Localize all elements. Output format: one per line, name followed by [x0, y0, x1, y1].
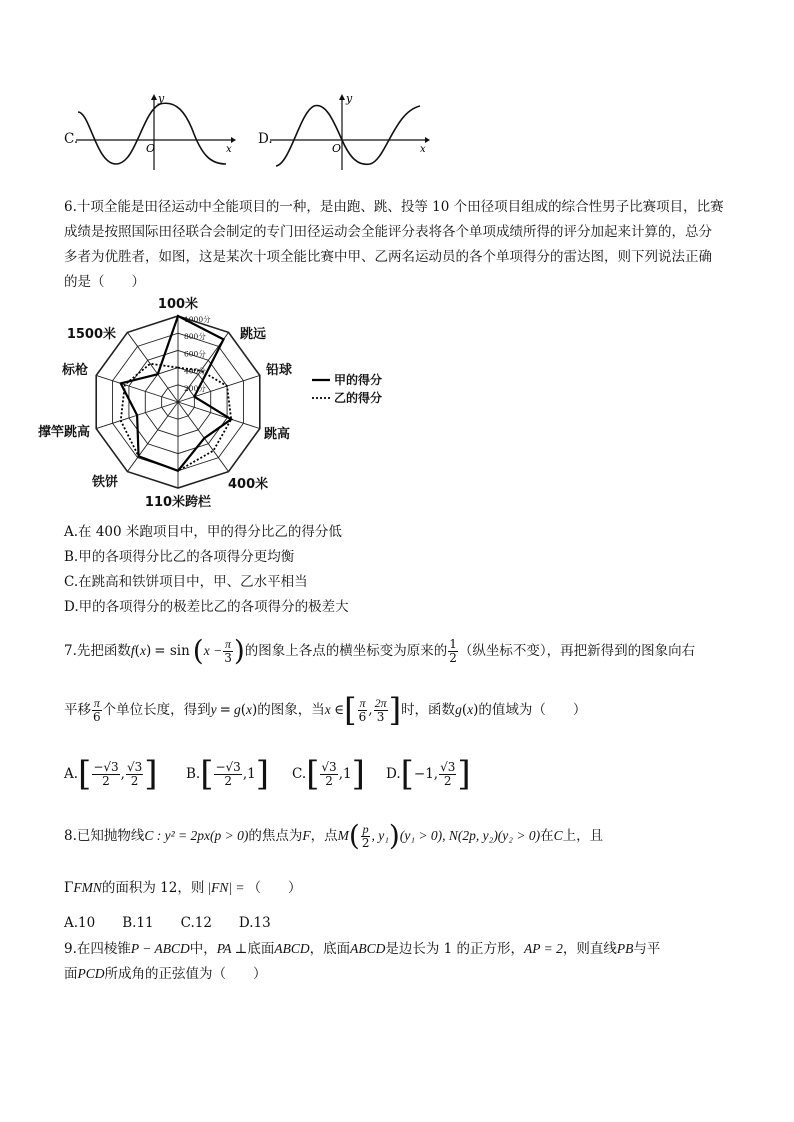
q7-text-5: 个单位长度，得到 [102, 702, 211, 718]
radar-ring-label: 600分 [184, 349, 206, 359]
sine-curve [276, 105, 420, 166]
q6-option-c[interactable]: C.在跳高和铁饼项目中，甲、乙水平相当 [64, 574, 308, 590]
q7-text-7: 时，函数 [401, 702, 456, 718]
q8-conditions: (y₁ > 0), N(2p, y₂)(y₂ > 0) [399, 828, 541, 843]
q7-eq-sin: = sin [154, 643, 190, 659]
q8-curve: C : y² = 2px(p > 0) [144, 828, 249, 843]
q7-frac-pi-3: $\frac{\pi}{3}$ [224, 636, 232, 665]
radar-ring-label: 800分 [184, 332, 206, 342]
q7-text-4: 平移 [64, 702, 91, 718]
q7-text-1: 7.先把函数 [64, 643, 131, 659]
radar-ring-label: 200分 [184, 383, 206, 393]
q8-options[interactable]: A.10 B.11 C.12 D.13 [64, 915, 271, 931]
q7-line2: 平移 $\frac{\pi}{6}$ 个单位长度，得到 y = g ( x ) 的图象，当 x ∈ [ $\frac{\pi}{6}$ , $\frac{2\pi}{3}$ ] 时，函数 g ( x ) 的值域为（ ） [64, 691, 587, 729]
q7-x: x [139, 643, 146, 658]
radar-category-label: 铁饼 [91, 475, 118, 490]
q8-line2: ΓFMN的面积为 12，则 |FN| = （ ） [64, 880, 302, 896]
radar-spoke [127, 332, 178, 402]
q7-option-a[interactable]: A. [ $\frac{-√3}{2}$ , $\frac{√3}{2}$ ] [64, 754, 158, 794]
q6-option-a[interactable]: A.在 400 米跑项目中，甲的得分比乙的得分低 [64, 524, 342, 540]
q7-xminus: x − [203, 643, 223, 658]
option-c-label: C. [64, 131, 79, 147]
radar-category-label: 撑竿跳高 [37, 425, 90, 440]
x-axis-arrow-icon [231, 137, 236, 143]
q7-y: y [210, 702, 217, 717]
origin-label: O [332, 142, 342, 155]
radar-category-label: 跳高 [264, 427, 291, 442]
q7-text-8: 的值域为（ ） [478, 702, 587, 718]
radar-category-label: 400米 [228, 477, 269, 492]
option-c-graph [76, 92, 236, 172]
q7-text-6: 的图象，当 [257, 702, 325, 718]
radar-spoke [178, 402, 260, 429]
q7-xin: x ∈ [324, 702, 345, 717]
legend-label: 甲的得分 [334, 373, 383, 387]
q9-line1: 9.在四棱锥P − ABCD中，PA ⊥底面ABCD，底面ABCD是边长为 1 的正方形，AP = 2，则直线PB与平 [64, 941, 661, 957]
option-d-label: D. [258, 131, 273, 147]
series-jia-line [121, 316, 231, 471]
radar-category-label: 跳远 [240, 327, 267, 342]
radar-category-label: 110米跨栏 [144, 495, 212, 510]
y-axis-arrow-icon [151, 94, 157, 100]
radar-category-label: 100米 [157, 297, 199, 312]
q6-line2: 成绩是按照国际田径联合会制定的专门田径运动会全能评分表将各个单项成绩所得的评分加起来计算的，总分 [64, 224, 712, 240]
q7-f: f [130, 643, 135, 658]
q6-line3: 多者为优胜者，如图，这是某次十项全能比赛中甲、乙两名运动员的各个单项得分的雷达图，则下列说法正确 [64, 249, 712, 265]
radar-ring-label: 400分 [184, 366, 206, 376]
q6-option-b[interactable]: B.甲的各项得分比乙的各项得分更均衡 [64, 549, 295, 565]
q6-option-d[interactable]: D.甲的各项得分的极差比乙的各项得分的极差大 [64, 599, 349, 615]
q7-option-c[interactable]: C. [ $\frac{√3}{2}$ ,1 ] [292, 754, 365, 794]
y-label: y [158, 92, 165, 105]
q7-frac-pi-6: $\frac{\pi}{6}$ [93, 695, 101, 724]
q7-text-2: 的图象上各点的横坐标变为原来的 [244, 643, 448, 659]
option-d-graph [270, 92, 430, 172]
q7-frac-half: $\frac{1}{2}$ [449, 636, 457, 665]
q7-option-d[interactable]: D. [ −1, $\frac{√3}{2}$ ] [386, 754, 471, 794]
q7-text-3: （纵坐标不变），再把新得到的图象向右 [458, 643, 696, 659]
q7-option-b[interactable]: B. [ $\frac{-√3}{2}$ ,1 ] [186, 754, 269, 794]
radar-category-label: 铅球 [266, 363, 293, 378]
y-label: y [346, 92, 353, 105]
radar-ring-label: 1000分 [184, 315, 211, 324]
radar-category-label: 1500米 [66, 327, 116, 342]
q7-line1: 7.先把函数 f ( x ) = sin ( x − $\frac{\pi}{3}$ ) 的图象上各点的横坐标变为原来的 $\frac{1}{2}$ （纵坐标不变），再把新得到的图象向右 [64, 634, 696, 667]
x-label: x [420, 144, 426, 155]
origin-label: O [146, 142, 156, 155]
q6-line1: 6.十项全能是田径运动中全能项目的一种，是由跑、跳、投等 10 个田径项目组成的综合性男子比赛项目，比赛 [64, 199, 724, 215]
q6-line4: 的是（ ） [64, 274, 145, 290]
x-axis-arrow-icon [425, 137, 430, 143]
x-label: x [226, 144, 232, 155]
legend-label: 乙的得分 [334, 391, 383, 405]
y-axis-arrow-icon [339, 94, 345, 100]
q9-line2: 面PCD所成角的正弦值为（ ） [64, 966, 267, 982]
radar-chart [37, 296, 390, 516]
q8-line1: 8.已知抛物线 C : y² = 2px(p > 0) 的焦点为 F ，点 M ( $\frac{p}{2}$ , y₁ ) (y₁ > 0), N(2p, y₂)(y₂ > 0) 在 C 上，且 [64, 819, 604, 852]
radar-category-label: 标枪 [61, 363, 88, 378]
